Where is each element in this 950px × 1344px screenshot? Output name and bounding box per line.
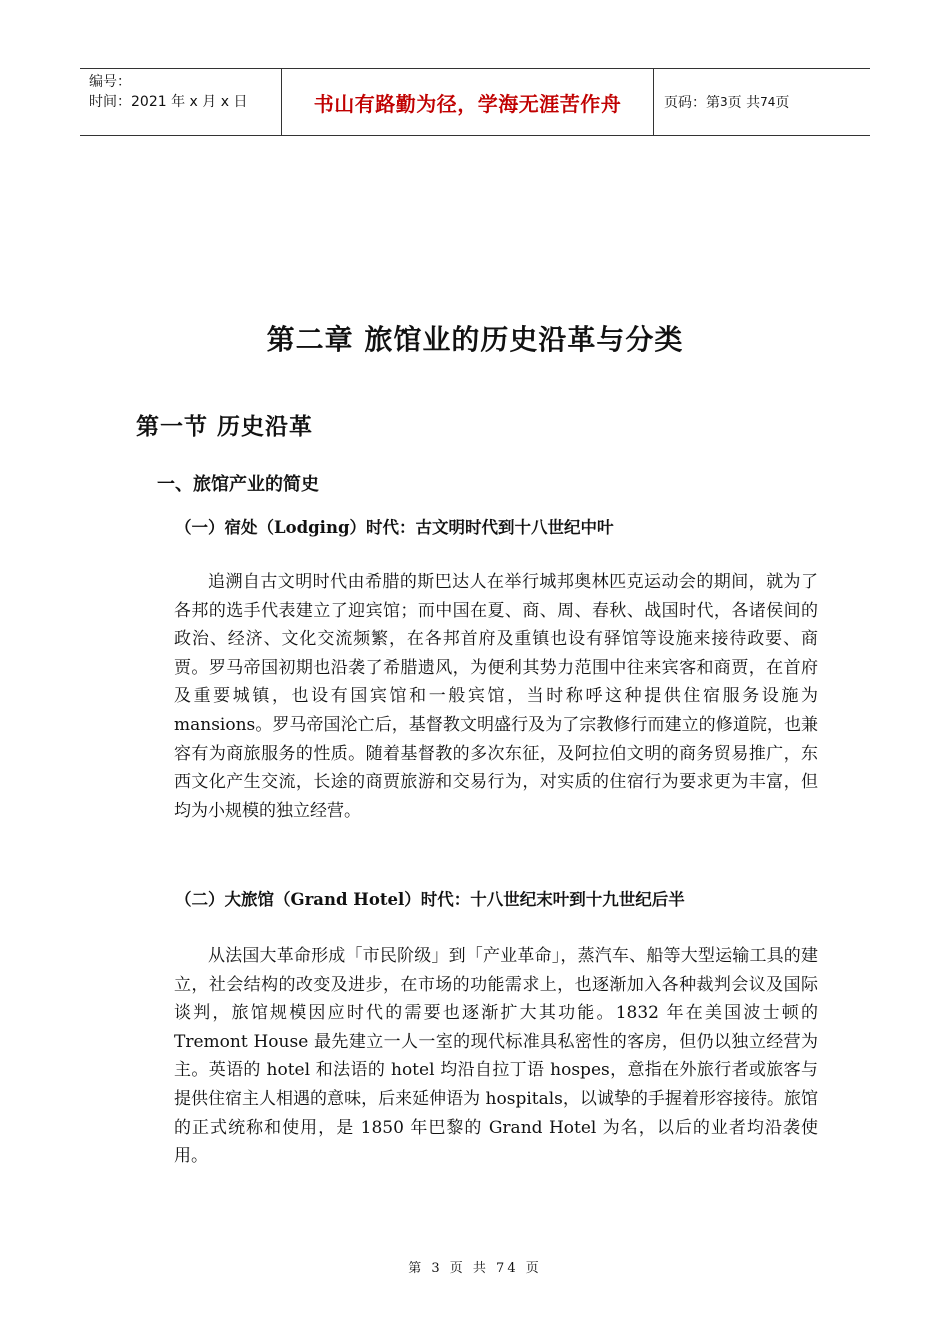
paragraph-lodging-era: 追溯自古文明时代由希腊的斯巴达人在举行城邦奥林匹克运动会的期间，就为了各邦的选手代表建立了迎宾馆；而中国在夏、商、周、春秋、战国时代，各诸侯间的政治、经济、文化交流频繁，在各邦首府及重镇也设有驿馆等设施来接待政要、商贾。罗马帝国初期也沿袭了希腊遗风，为便利其势力范围中往来宾客和商贾，在首府及重要城镇，也设有国宾馆和一般宾馆，当时称呼这种提供住宿服务设施为 mansions。罗马帝国沦亡后，基督教文明盛行及为了宗教修行而建立的修道院，也兼容有为商旅服务的性质。随着基督教的多次东征，及阿拉伯文明的商务贸易推广，东西文化产生交流，长途的商贾旅游和交易行为，对实质的住宿行为要求更为丰富，但均为小规模的独立经营。	[174, 572, 818, 821]
sub-heading-prefix: （一）宿处（	[175, 518, 274, 537]
page-footer: 第 3 页 共 74 页	[408, 1261, 542, 1276]
header-info-cell	[80, 69, 282, 135]
header-motto: 书山有路勤为径，学海无涯苦作舟	[282, 69, 654, 135]
subsection-heading: 一、旅馆产业的简史	[157, 474, 319, 495]
sub-heading-suffix: ）时代：十八世纪末叶到十九世纪后半	[404, 890, 685, 909]
page-code-suffix: 页	[775, 95, 790, 111]
sub-heading-lodging	[175, 514, 613, 538]
sub-heading-suffix: ）时代：古文明时代到十八世纪中叶	[349, 518, 614, 537]
sub-heading-latin: Grand Hotel	[290, 890, 405, 909]
document-header	[80, 68, 870, 136]
page-code-prefix: 页码：第	[664, 95, 720, 111]
page-code-number: 3	[720, 95, 728, 109]
page-code-mid: 页 共	[727, 95, 761, 111]
sub-heading-grand-hotel	[175, 886, 685, 910]
chapter-title: 第二章 旅馆业的历史沿革与分类	[266, 323, 684, 356]
document-number-label: 编号：	[89, 74, 131, 90]
sub-heading-latin: Lodging	[274, 518, 350, 537]
page-code-total: 74	[760, 95, 776, 109]
document-date-label: 时间：2021 年 x 月 x 日	[89, 94, 248, 110]
section-title: 第一节 历史沿革	[136, 414, 314, 440]
paragraph-grand-hotel-era: 从法国大革命形成「市民阶级」到「产业革命」，蒸汽车、船等大型运输工具的建立，社会结构的改变及进步，在市场的功能需求上，也逐渐加入各种裁判会议及国际谈判，旅馆规模因应时代的需要也逐渐扩大其功能。1832 年在美国波士顿的 Tremont House 最先建立一人一室的现代标准具私密性的客房，但仍以独立经营为主。英语的 hotel 和法语的 hotel 均沿自拉丁语 hospes，意指在外旅行者或旅客与提供住宿主人相遇的意味，后来延伸语为 hospitals，以诚挚的手握着形容接待。旅馆的正式统称和使用，是 1850 年巴黎的 Grand Hotel 为名，以后的业者均沿袭使用。	[174, 946, 818, 1167]
sub-heading-prefix: （二）大旅馆（	[175, 890, 291, 909]
header-page-code	[654, 69, 870, 135]
